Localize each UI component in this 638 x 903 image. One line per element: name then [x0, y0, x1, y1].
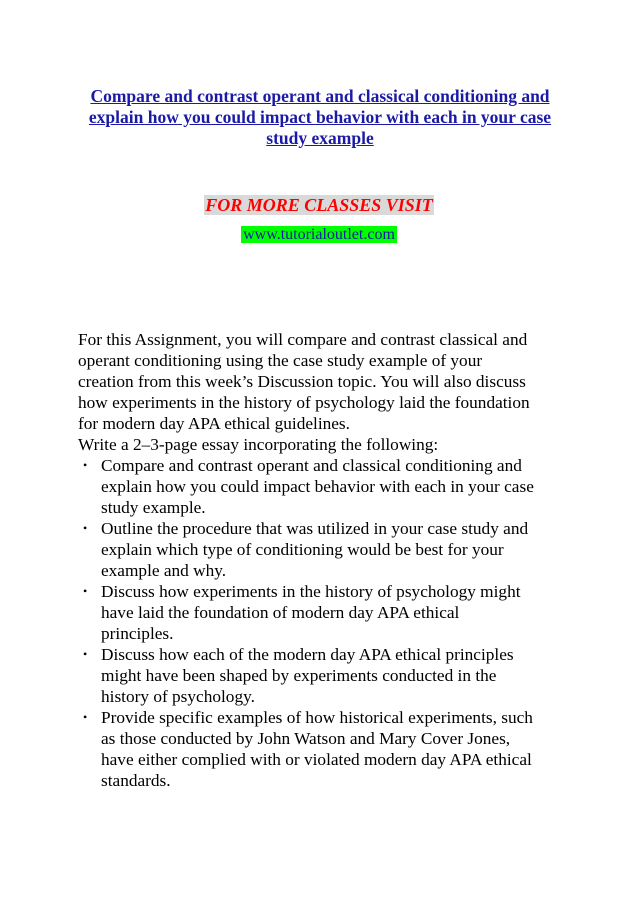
bullet-icon: •	[83, 647, 88, 661]
title-line-2: explain how you could impact behavior with each in your case	[88, 107, 552, 127]
intro-line: creation from this week’s Discussion topic. You will also discuss	[78, 372, 526, 391]
website-link[interactable]: www.tutorialoutlet.com	[243, 226, 395, 243]
list-item	[78, 581, 564, 644]
intro-line: how experiments in the history of psychology laid the foundation	[78, 393, 530, 412]
visit-text: FOR MORE CLASSES VISIT	[205, 195, 433, 215]
list-item-line: explain which type of conditioning would be best for your	[101, 540, 504, 559]
list-item-line: have laid the foundation of modern day APA ethical	[101, 603, 460, 622]
intro-line: Write a 2–3-page essay incorporating the following:	[78, 435, 439, 454]
promo-website	[0, 224, 638, 246]
title-line-3: study example	[266, 128, 374, 148]
list-item-line: Outline the procedure that was utilized in your case study and	[101, 519, 529, 538]
list-item	[78, 518, 564, 581]
list-item-line: study example.	[101, 498, 206, 517]
list-item-line: example and why.	[101, 561, 227, 580]
promo-banner	[0, 194, 638, 216]
bullet-icon: •	[83, 710, 88, 724]
requirements-list	[78, 455, 564, 791]
list-item-line: Discuss how experiments in the history of psychology might	[101, 582, 521, 601]
intro-line: operant conditioning using the case study example of your	[78, 351, 483, 370]
intro-line: for modern day APA ethical guidelines.	[78, 414, 350, 433]
list-item-line: Provide specific examples of how historical experiments, such	[101, 708, 533, 727]
list-item-line: history of psychology.	[101, 687, 255, 706]
list-item-line: have either complied with or violated modern day APA ethical	[101, 750, 532, 769]
list-item-line: standards.	[101, 771, 171, 790]
list-item-line: explain how you could impact behavior with each in your case	[101, 477, 534, 496]
list-item	[78, 455, 564, 518]
bullet-icon: •	[83, 521, 88, 535]
bullet-icon: •	[83, 458, 88, 472]
list-item-line: Discuss how each of the modern day APA ethical principles	[101, 645, 514, 664]
list-item-line: might have been shaped by experiments conducted in the	[101, 666, 497, 685]
list-item-line: principles.	[101, 624, 174, 643]
list-item	[78, 644, 564, 707]
intro-line: For this Assignment, you will compare and contrast classical and	[78, 330, 528, 349]
bullet-icon: •	[83, 584, 88, 598]
intro-paragraph	[78, 329, 564, 455]
list-item	[78, 707, 564, 791]
title-line-1: Compare and contrast operant and classical conditioning and	[90, 86, 550, 106]
list-item-line: Compare and contrast operant and classical conditioning and	[101, 456, 522, 475]
document-title	[78, 86, 562, 149]
list-item-line: as those conducted by John Watson and Mary Cover Jones,	[101, 729, 511, 748]
